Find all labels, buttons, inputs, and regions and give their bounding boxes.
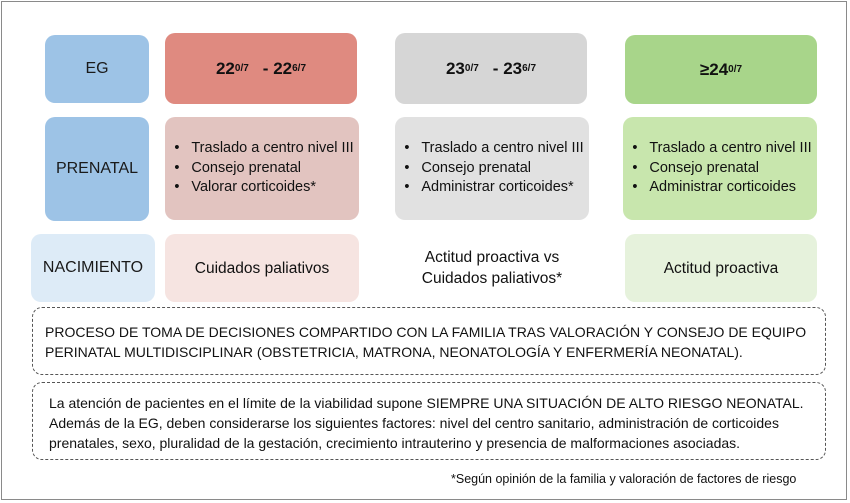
birth-box-22 <box>165 234 359 302</box>
list-item: • Traslado a centro nivel III <box>628 139 811 159</box>
row-label-prenatal-text: PRENATAL <box>55 160 139 177</box>
risk-note-line2: Además de la EG, deben considerarse los siguientes factores: nivel del centro sanitario, administración de corticoides <box>49 415 779 431</box>
decision-process-box <box>32 307 826 375</box>
row-label-eg-text: EG <box>85 60 109 77</box>
eg-range-22: $22^{0/7} - 22^{6/7}$ <box>215 58 307 78</box>
birth-text-22: Cuidados paliativos <box>194 259 330 277</box>
list-item: • Administrar corticoides <box>628 178 811 198</box>
birth-text-24: Actitud proactiva <box>663 259 779 277</box>
prenatal-list-24 <box>628 139 811 198</box>
row-label-eg <box>45 35 149 103</box>
eg-header-22 <box>165 33 357 104</box>
list-item: • Valorar corticoides* <box>170 178 353 198</box>
risk-note-line1: La atención de pacientes en el límite de la viabilidad supone SIEMPRE UNA SITUACIÓN DE ALTO RIESGO NEONATAL. <box>49 395 804 411</box>
eg-range-23: $23^{0/7} - 23^{6/7}$ <box>445 58 537 78</box>
prenatal-box-23 <box>395 117 589 220</box>
birth-text-23-line2: Cuidados paliativos* <box>421 270 563 287</box>
birth-text-23-line1: Actitud proactiva vs <box>424 249 560 266</box>
birth-box-24 <box>625 234 817 302</box>
prenatal-list-23 <box>400 139 583 198</box>
row-label-prenatal <box>45 117 149 221</box>
list-item: • Consejo prenatal <box>170 159 353 179</box>
risk-note-line3: prenatales, sexo, pluralidad de la gestación, crecimiento intrauterino y presencia de malformaciones asociadas. <box>49 435 741 451</box>
list-item: • Consejo prenatal <box>400 159 583 179</box>
eg-header-23 <box>395 33 587 104</box>
row-label-nacimiento-text: NACIMIENTO <box>42 259 144 276</box>
prenatal-list-22 <box>170 139 353 198</box>
eg-range-24: $\ge 24^{0/7}$ <box>699 59 743 79</box>
birth-box-23 <box>395 234 589 302</box>
footnote: *Según opinión de la familia y valoración de factores de riesgo <box>451 472 797 486</box>
figure-frame <box>1 1 847 500</box>
list-item: • Consejo prenatal <box>628 159 811 179</box>
list-item: • Administrar corticoides* <box>400 178 583 198</box>
row-label-nacimiento <box>31 234 155 302</box>
prenatal-box-24 <box>623 117 817 220</box>
prenatal-box-22 <box>165 117 359 220</box>
list-item: • Traslado a centro nivel III <box>170 139 353 159</box>
risk-note-box <box>32 382 826 460</box>
decision-process-line2: PERINATAL MULTIDISCIPLINAR (OBSTETRICIA, MATRONA, NEONATOLOGÍA Y ENFERMERÍA NEONATAL). <box>45 344 743 360</box>
decision-process-line1: PROCESO DE TOMA DE DECISIONES COMPARTIDO CON LA FAMILIA TRAS VALORACIÓN Y CONSEJO DE EQUIPO <box>45 324 807 340</box>
eg-header-24 <box>625 35 817 104</box>
list-item: • Traslado a centro nivel III <box>400 139 583 159</box>
